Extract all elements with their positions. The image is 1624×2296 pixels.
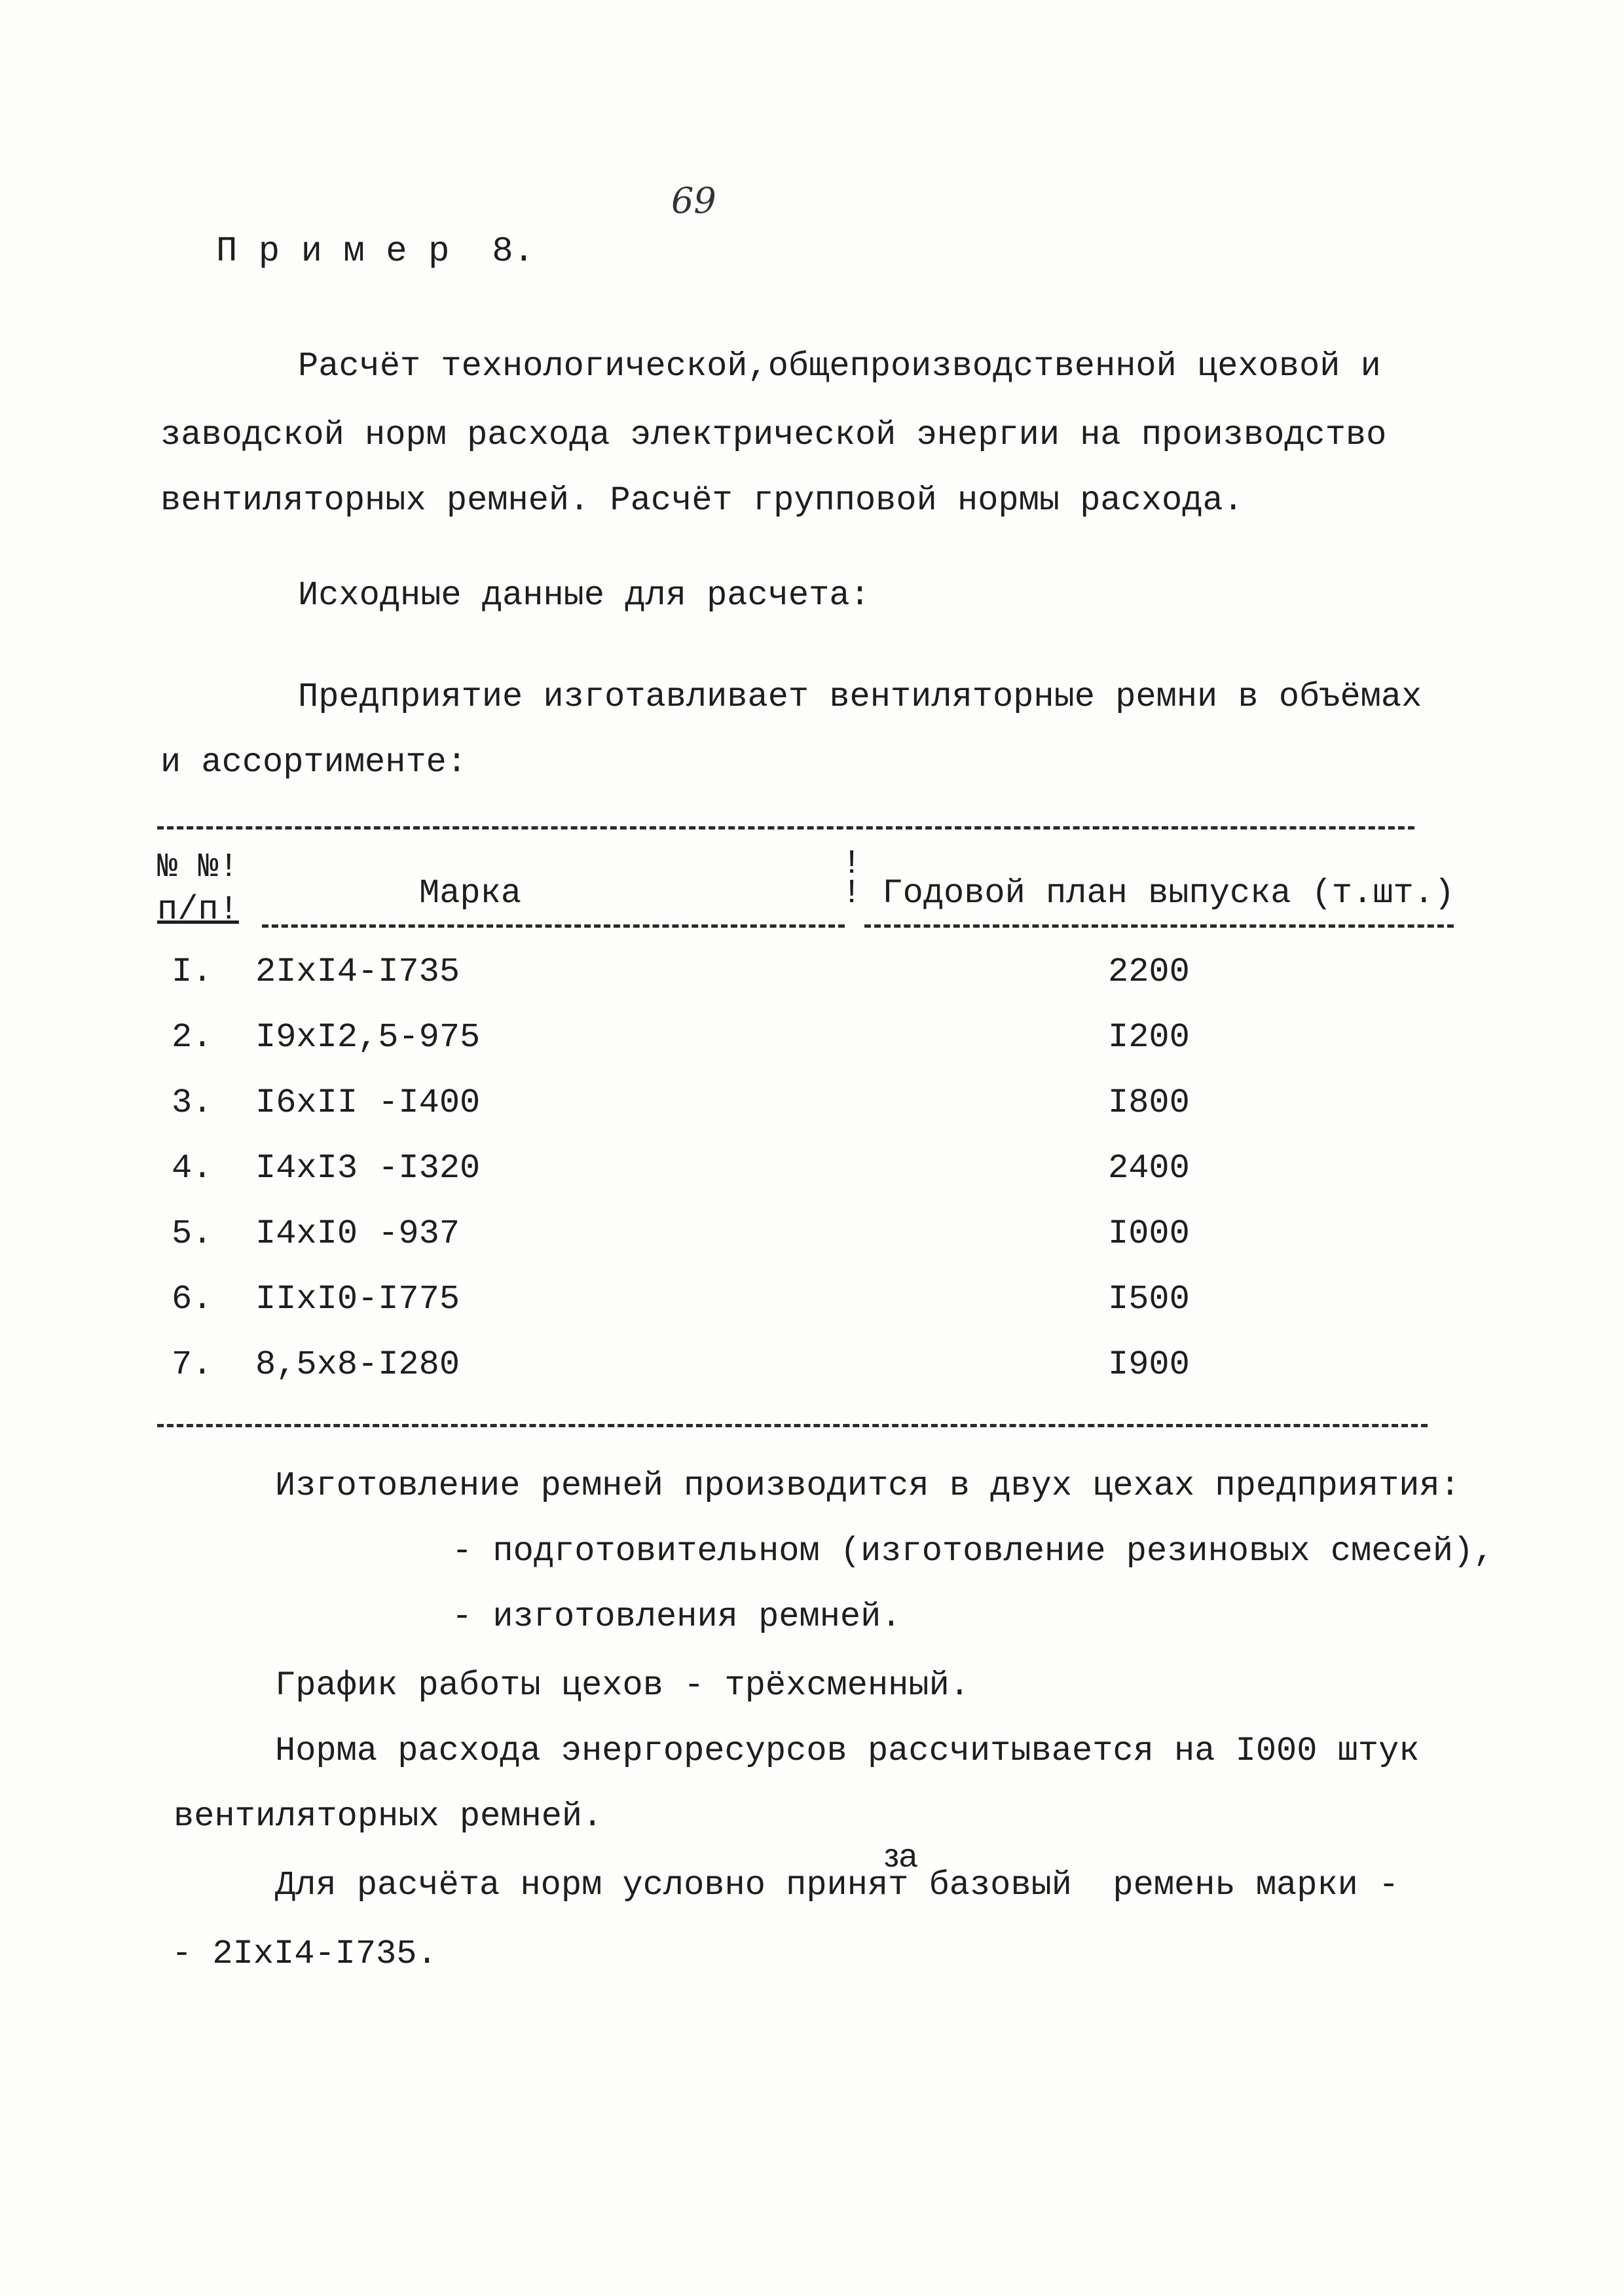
row-mark: I4xI0 -937 bbox=[255, 1214, 460, 1253]
row-number: 3. bbox=[172, 1084, 213, 1122]
header-number-line-2: п/п! bbox=[157, 890, 239, 929]
row-number: 5. bbox=[172, 1214, 213, 1253]
row-mark: 8,5x8-I280 bbox=[255, 1345, 460, 1384]
row-plan: I500 bbox=[1108, 1280, 1190, 1319]
header-number-line-1: № №! bbox=[157, 848, 239, 886]
row-mark: IIxI0-I775 bbox=[255, 1280, 460, 1319]
intro-line-2: заводской норм расхода электрической энергии на производство bbox=[160, 416, 1387, 454]
header-mark: Марка bbox=[419, 874, 522, 913]
row-number: I. bbox=[172, 953, 213, 991]
row-mark: I6xII -I400 bbox=[255, 1084, 481, 1122]
header-rule-right bbox=[864, 924, 1454, 928]
production-item-2: - изготовления ремней. bbox=[452, 1597, 902, 1636]
row-number: 4. bbox=[172, 1149, 213, 1188]
row-plan: 2200 bbox=[1108, 953, 1190, 991]
row-plan: I200 bbox=[1108, 1018, 1190, 1057]
enterprise-line-1: Предприятие изготавливает вентиляторные ремни в объёмах bbox=[298, 678, 1422, 716]
row-plan: I900 bbox=[1108, 1345, 1190, 1384]
handwritten-insert: за bbox=[884, 1837, 917, 1874]
source-data-label: Исходные данные для расчета: bbox=[298, 576, 870, 615]
row-number: 6. bbox=[172, 1280, 213, 1319]
intro-line-3: вентиляторных ремней. Расчёт групповой нормы расхода. bbox=[160, 481, 1244, 520]
header-rule-left bbox=[262, 924, 845, 928]
row-mark: I4xI3 -I320 bbox=[255, 1149, 481, 1188]
table-top-rule bbox=[157, 826, 1414, 829]
intro-line-1: Расчёт технологической,общепроизводственной цеховой и bbox=[298, 347, 1381, 386]
row-number: 7. bbox=[172, 1345, 213, 1384]
header-plan: ! Годовой план выпуска (т.шт.) bbox=[841, 874, 1455, 913]
base-line-2: - 2IxI4-I735. bbox=[172, 1935, 437, 1973]
row-plan: I000 bbox=[1108, 1214, 1190, 1253]
schedule-line: График работы цехов - трёхсменный. bbox=[275, 1666, 970, 1705]
row-number: 2. bbox=[172, 1018, 213, 1057]
row-plan: 2400 bbox=[1108, 1149, 1190, 1188]
row-plan: I800 bbox=[1108, 1084, 1190, 1122]
norm-line-1: Норма расхода энергоресурсов рассчитывается на I000 штук bbox=[275, 1732, 1420, 1770]
row-mark: I9xI2,5-975 bbox=[255, 1018, 481, 1057]
example-heading: П р и м е р 8. bbox=[216, 232, 535, 272]
norm-line-2: вентиляторных ремней. bbox=[174, 1797, 603, 1836]
row-mark: 2IxI4-I735 bbox=[255, 953, 460, 991]
enterprise-line-2: и ассортименте: bbox=[160, 743, 468, 782]
base-line-1: Для расчёта норм условно принят базовый ремень марки - bbox=[275, 1866, 1399, 1904]
table-bottom-rule bbox=[157, 1424, 1428, 1427]
page-number: 69 bbox=[671, 180, 716, 221]
production-item-1: - подготовительном (изготовление резиновых смесей), bbox=[452, 1532, 1494, 1571]
header-separator: ! bbox=[841, 845, 862, 883]
production-line-1: Изготовление ремней производится в двух цехах предприятия: bbox=[275, 1467, 1460, 1505]
